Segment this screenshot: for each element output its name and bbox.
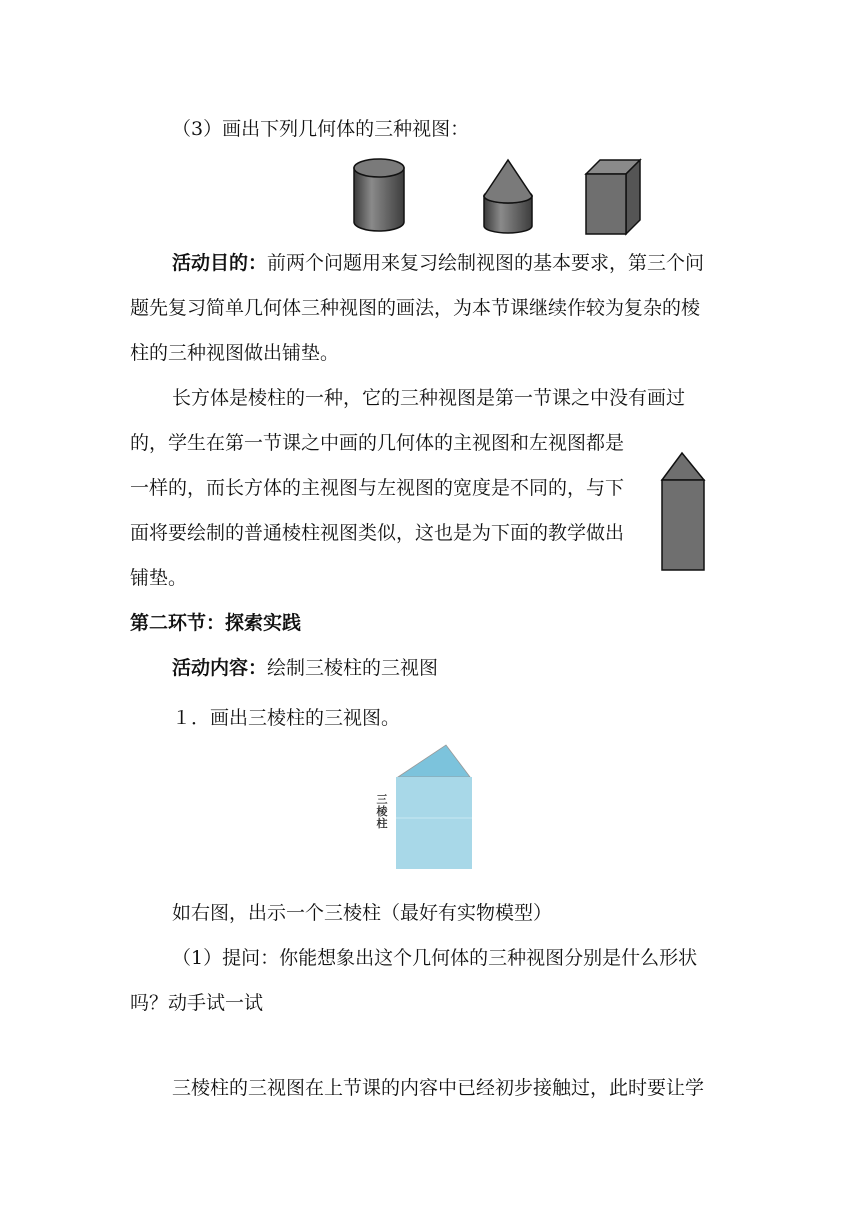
cube-solid [586, 160, 640, 234]
activity-line [172, 656, 438, 680]
prism-caption: 三棱柱 [376, 793, 388, 830]
cuboid-line-4: 面将要绘制的普通棱柱视图类似，这也是为下面的教学做出 [130, 522, 625, 544]
cuboid-line-1: 长方体是棱柱的一种，它的三种视图是第一节课之中没有画过 [172, 387, 686, 409]
section-2-title: 第二环节：探索实践 [130, 612, 302, 634]
question-1-line-1: （1）提问：你能想象出这个几何体的三种视图分别是什么形状 [172, 947, 698, 969]
show-text: 如右图，出示一个三棱柱（最好有实物模型） [172, 902, 553, 924]
purpose-label: 活动目的： [172, 252, 268, 274]
purpose-text-1: 前两个问题用来复习绘制视图的基本要求，第三个问 [267, 252, 705, 274]
cuboid-line-3: 一样的，而长方体的主视图与左视图的宽度是不同的，与下 [130, 477, 625, 499]
pentagon-prism-figure [658, 448, 708, 574]
solids-figure-row [340, 150, 660, 240]
activity-text: 绘制三棱柱的三视图 [267, 657, 439, 679]
purpose-line-3: 柱的三种视图做出铺垫。 [130, 342, 340, 364]
last-line: 三棱柱的三视图在上节课的内容中已经初步接触过，此时要让学 [172, 1077, 705, 1099]
cuboid-line-5: 铺垫。 [130, 567, 188, 589]
question-1-line-2: 吗？动手试一试 [130, 992, 264, 1014]
activity-label: 活动内容： [172, 657, 268, 679]
purpose-line-1 [172, 251, 704, 275]
question-3: （3）画出下列几何体的三种视图： [172, 118, 470, 140]
triangular-prism-figure [392, 742, 482, 870]
cone-on-cylinder-solid [484, 160, 532, 233]
cuboid-line-2: 的，学生在第一节课之中画的几何体的主视图和左视图都是 [130, 432, 625, 454]
cylinder-solid [354, 159, 404, 231]
step-1: １．画出三棱柱的三视图。 [172, 707, 401, 729]
purpose-line-2: 题先复习简单几何体三种视图的画法，为本节课继续作较为复杂的棱 [130, 297, 701, 319]
